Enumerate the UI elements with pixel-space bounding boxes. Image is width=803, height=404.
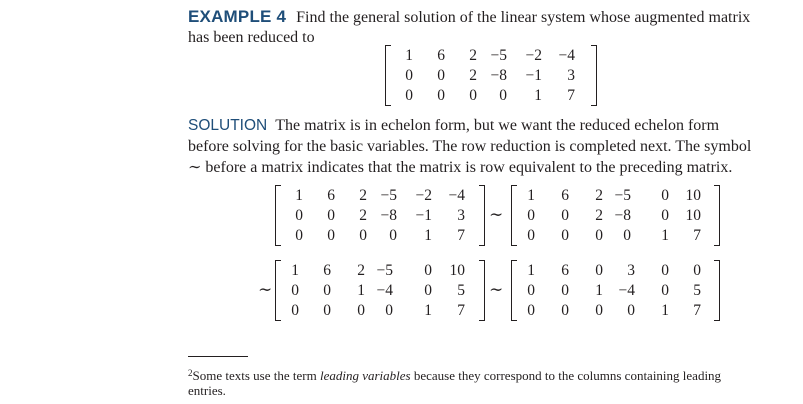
matrix-cell: 6 <box>561 187 569 204</box>
matrix-cell: 6 <box>323 262 331 279</box>
matrix-cell: −4 <box>448 187 465 204</box>
matrix-cell: 7 <box>457 302 465 319</box>
matrix-cell: 6 <box>437 47 445 64</box>
solution-label: SOLUTION <box>188 117 268 134</box>
matrix-cell: 0 <box>357 302 365 319</box>
matrix-cell: 0 <box>595 302 603 319</box>
matrix-cell: 3 <box>627 262 635 279</box>
matrix-cell: 0 <box>627 302 635 319</box>
footnote-text-after: because they correspond to the columns containing leading <box>410 368 722 383</box>
matrix-cell: 1 <box>527 262 535 279</box>
matrix-cell: 0 <box>561 282 569 299</box>
matrix-cell: 1 <box>527 187 535 204</box>
matrix-cell: 0 <box>323 302 331 319</box>
matrix-cell: 0 <box>405 87 413 104</box>
matrix-cell: 0 <box>595 262 603 279</box>
matrix-cell: 6 <box>561 262 569 279</box>
matrix-cell: −2 <box>525 47 542 64</box>
matrix-cell: 0 <box>424 262 432 279</box>
augmented-matrix-d <box>275 260 485 321</box>
footnote-text-italic: leading variables <box>319 368 411 383</box>
matrix-cell: −5 <box>376 262 393 279</box>
augmented-matrix-a <box>385 45 597 106</box>
matrix-cell: 0 <box>359 227 367 244</box>
footnote-marker: 2 <box>188 368 193 378</box>
matrix-cell: 0 <box>327 207 335 224</box>
matrix-cell: 0 <box>295 207 303 224</box>
matrix-cell: 10 <box>685 207 701 224</box>
matrix-cell: 0 <box>693 262 701 279</box>
matrix-cell: 1 <box>295 187 303 204</box>
matrix-cell: 0 <box>623 227 631 244</box>
matrix-cell: 0 <box>561 227 569 244</box>
matrix-cell: −5 <box>490 47 507 64</box>
matrix-cell: 2 <box>595 187 603 204</box>
matrix-cell: −4 <box>618 282 635 299</box>
matrix-cell: 0 <box>499 87 507 104</box>
matrix-cell: 0 <box>327 227 335 244</box>
matrix-cell: 1 <box>661 302 669 319</box>
matrix-cell: 0 <box>561 207 569 224</box>
matrix-cell: 10 <box>685 187 701 204</box>
matrix-cell: 0 <box>405 67 413 84</box>
footnote-line1 <box>188 365 721 384</box>
row-equivalent-symbol: ∼ <box>489 205 504 224</box>
matrix-cell: 0 <box>469 87 477 104</box>
matrix-cell: 0 <box>661 282 669 299</box>
matrix-cell: 0 <box>661 262 669 279</box>
row-equivalent-symbol: ∼ <box>489 280 504 299</box>
augmented-matrix-b <box>275 185 485 246</box>
example-text-line2: has been reduced to <box>188 29 315 46</box>
matrix-cell: 3 <box>457 207 465 224</box>
matrix-cell: 1 <box>424 227 432 244</box>
matrix-cell: 0 <box>291 282 299 299</box>
matrix-cell: 2 <box>359 187 367 204</box>
example-heading-line <box>188 6 750 28</box>
matrix-cell: 0 <box>424 282 432 299</box>
matrix-cell: 10 <box>449 262 465 279</box>
footnote-text-before: Some texts use the term <box>192 368 320 383</box>
example-text-line1: Find the general solution of the linear system whose augmented matrix <box>296 9 751 26</box>
matrix-cell: 0 <box>527 282 535 299</box>
row-equivalent-symbol: ∼ <box>258 280 273 299</box>
example-label: EXAMPLE 4 <box>188 7 287 26</box>
matrix-cell: 0 <box>291 302 299 319</box>
matrix-cell: 3 <box>567 67 575 84</box>
matrix-cell: 1 <box>291 262 299 279</box>
matrix-cell: −8 <box>380 207 397 224</box>
matrix-cell: 2 <box>359 207 367 224</box>
matrix-cell: 5 <box>457 282 465 299</box>
matrix-cell: 0 <box>437 87 445 104</box>
matrix-cell: −1 <box>525 67 542 84</box>
footnote-divider <box>188 356 248 357</box>
solution-text-line2: before solving for the basic variables. The row reduction is completed next. The symbol <box>188 138 752 155</box>
matrix-cell: −5 <box>380 187 397 204</box>
matrix-cell: −8 <box>614 207 631 224</box>
matrix-cell: 2 <box>469 47 477 64</box>
matrix-cell: −4 <box>376 282 393 299</box>
matrix-cell: 1 <box>424 302 432 319</box>
matrix-cell: 0 <box>389 227 397 244</box>
matrix-cell: 7 <box>693 227 701 244</box>
matrix-cell: 0 <box>527 302 535 319</box>
matrix-cell: 0 <box>527 207 535 224</box>
matrix-cell: 0 <box>437 67 445 84</box>
matrix-cell: 0 <box>385 302 393 319</box>
matrix-cell: 0 <box>323 282 331 299</box>
matrix-cell: −5 <box>614 187 631 204</box>
matrix-cell: 7 <box>567 87 575 104</box>
matrix-cell: −8 <box>490 67 507 84</box>
solution-text-line3: ∼ before a matrix indicates that the matrix is row equivalent to the preceding matrix. <box>188 159 733 176</box>
matrix-cell: 0 <box>661 207 669 224</box>
matrix-cell: 0 <box>561 302 569 319</box>
solution-line1 <box>188 115 719 136</box>
matrix-cell: 1 <box>595 282 603 299</box>
matrix-cell: −4 <box>558 47 575 64</box>
matrix-cell: 1 <box>357 282 365 299</box>
matrix-cell: 2 <box>595 207 603 224</box>
matrix-cell: 1 <box>534 87 542 104</box>
solution-text-line1: The matrix is in echelon form, but we want the reduced echelon form <box>275 117 720 134</box>
matrix-cell: 1 <box>405 47 413 64</box>
matrix-cell: 7 <box>693 302 701 319</box>
matrix-cell: 0 <box>527 227 535 244</box>
matrix-cell: −1 <box>415 207 432 224</box>
matrix-cell: 0 <box>595 227 603 244</box>
footnote-line2: entries. <box>188 383 226 398</box>
augmented-matrix-e <box>511 260 720 321</box>
matrix-cell: 6 <box>327 187 335 204</box>
matrix-cell: 7 <box>457 227 465 244</box>
matrix-cell: 5 <box>693 282 701 299</box>
matrix-cell: −2 <box>415 187 432 204</box>
matrix-cell: 0 <box>661 187 669 204</box>
matrix-cell: 2 <box>357 262 365 279</box>
matrix-cell: 1 <box>661 227 669 244</box>
matrix-cell: 0 <box>295 227 303 244</box>
matrix-cell: 2 <box>469 67 477 84</box>
augmented-matrix-c <box>511 185 720 246</box>
